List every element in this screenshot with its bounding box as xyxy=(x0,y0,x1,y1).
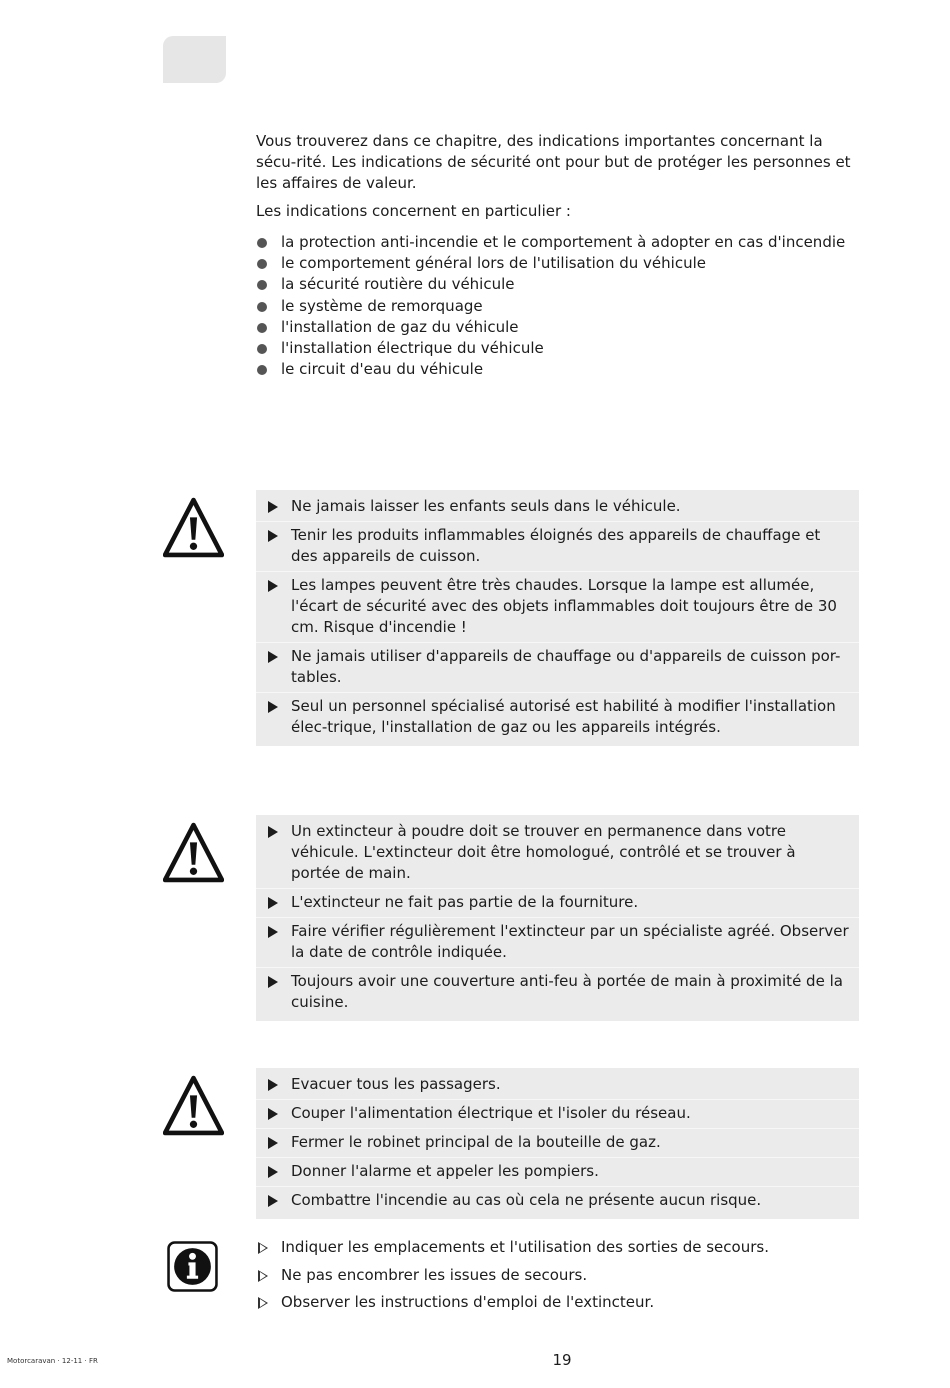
arrow-bullet-icon xyxy=(268,501,278,513)
topic-item: le circuit d'eau du véhicule xyxy=(256,359,856,380)
warning-box-fire-procedure xyxy=(256,1068,859,1219)
warning-item: Les lampes peuvent être très chaudes. Lorsque la lampe est allumée, l'écart de sécurité avec des objets inflammables doit toujours être de 30 cm. Risque d'incendie ! xyxy=(256,572,859,643)
warning-item: Couper l'alimentation électrique et l'isoler du réseau. xyxy=(256,1100,859,1129)
instruction-item: Observer les instructions d'emploi de l'extincteur. xyxy=(256,1292,856,1320)
intro-section xyxy=(256,131,856,380)
info-instructions-list xyxy=(256,1237,856,1320)
arrow-bullet-icon xyxy=(268,1166,278,1178)
topic-item: la sécurité routière du véhicule xyxy=(256,274,856,295)
page-number: 19 xyxy=(552,1351,572,1369)
warning-triangle-icon xyxy=(163,1075,224,1136)
instruction-item: Ne pas encombrer les issues de secours. xyxy=(256,1265,856,1293)
arrow-bullet-icon xyxy=(268,1137,278,1149)
warning-item: Un extincteur à poudre doit se trouver en permanence dans votre véhicule. L'extincteur doit être homologué, contrôlé et se trouver à portée de main. xyxy=(256,818,859,889)
topics-list xyxy=(256,232,856,380)
topic-item: la protection anti-incendie et le comportement à adopter en cas d'incendie xyxy=(256,232,856,253)
warning-box-extinguisher xyxy=(256,815,859,1021)
topic-item: l'installation électrique du véhicule xyxy=(256,338,856,359)
warning-item: L'extincteur ne fait pas partie de la fourniture. xyxy=(256,889,859,918)
arrow-bullet-icon xyxy=(268,926,278,938)
intro-lead-in: Les indications concernent en particulier : xyxy=(256,202,571,220)
outline-arrow-icon xyxy=(258,1297,268,1309)
outline-arrow-icon xyxy=(258,1242,268,1254)
warning-item: Seul un personnel spécialisé autorisé est habilité à modifier l'installation élec-trique, l'installation de gaz ou les appareils intégrés. xyxy=(256,693,859,742)
instruction-item: Indiquer les emplacements et l'utilisation des sorties de secours. xyxy=(256,1237,856,1265)
warning-box-general xyxy=(256,490,859,746)
arrow-bullet-icon xyxy=(268,1195,278,1207)
warning-item: Tenir les produits inflammables éloignés des appareils de chauffage et des appareils de cuisson. xyxy=(256,522,859,572)
warning-item: Toujours avoir une couverture anti-feu à portée de main à proximité de la cuisine. xyxy=(256,968,859,1017)
topic-item: le système de remorquage xyxy=(256,296,856,317)
arrow-bullet-icon xyxy=(268,701,278,713)
arrow-bullet-icon xyxy=(268,530,278,542)
intro-paragraph: Vous trouverez dans ce chapitre, des indications importantes concernant la sécu-rité. Les indications de sécurité ont pour but de protéger les personnes et les affaires de valeur. xyxy=(256,132,851,192)
warning-triangle-icon xyxy=(163,822,224,883)
warning-item: Ne jamais laisser les enfants seuls dans le véhicule. xyxy=(256,493,859,522)
arrow-bullet-icon xyxy=(268,826,278,838)
arrow-bullet-icon xyxy=(268,651,278,663)
warning-item: Fermer le robinet principal de la bouteille de gaz. xyxy=(256,1129,859,1158)
info-icon xyxy=(167,1241,218,1292)
warning-item: Combattre l'incendie au cas où cela ne présente aucun risque. xyxy=(256,1187,859,1215)
topic-item: l'installation de gaz du véhicule xyxy=(256,317,856,338)
document-code: Motorcaravan · 12-11 · FR xyxy=(7,1357,98,1365)
warning-item: Ne jamais utiliser d'appareils de chauffage ou d'appareils de cuisson por-tables. xyxy=(256,643,859,693)
arrow-bullet-icon xyxy=(268,1108,278,1120)
arrow-bullet-icon xyxy=(268,976,278,988)
warning-item: Evacuer tous les passagers. xyxy=(256,1071,859,1100)
topic-item: le comportement général lors de l'utilisation du véhicule xyxy=(256,253,856,274)
outline-arrow-icon xyxy=(258,1270,268,1282)
arrow-bullet-icon xyxy=(268,580,278,592)
chapter-tab-marker xyxy=(163,36,226,83)
warning-triangle-icon xyxy=(163,497,224,558)
arrow-bullet-icon xyxy=(268,897,278,909)
arrow-bullet-icon xyxy=(268,1079,278,1091)
warning-item: Donner l'alarme et appeler les pompiers. xyxy=(256,1158,859,1187)
warning-item: Faire vérifier régulièrement l'extincteur par un spécialiste agréé. Observer la date de contrôle indiquée. xyxy=(256,918,859,968)
